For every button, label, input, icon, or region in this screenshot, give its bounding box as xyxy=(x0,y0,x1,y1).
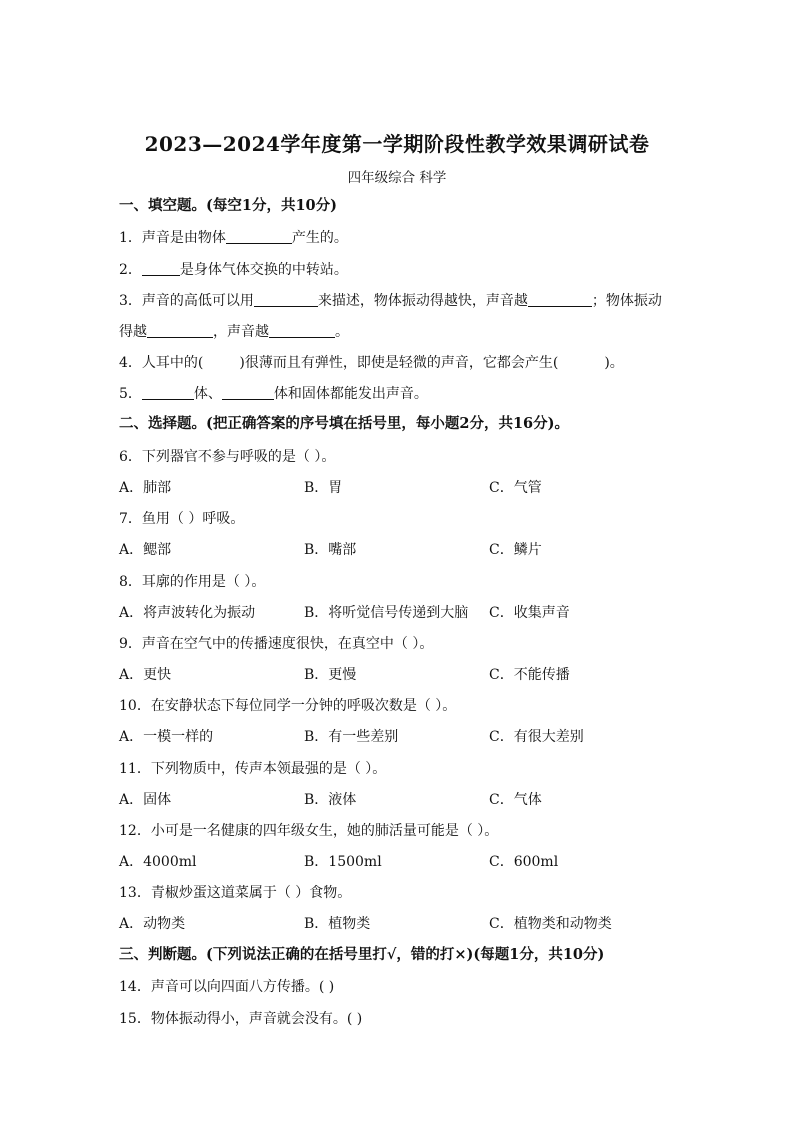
answer-option-a[interactable]: A．固体 xyxy=(119,792,172,808)
answer-option-b[interactable]: B．更慢 xyxy=(304,667,357,683)
question-3-cont xyxy=(119,323,679,341)
answer-option-b[interactable]: B．胃 xyxy=(304,480,343,496)
answer-option-a[interactable]: A．动物类 xyxy=(119,916,186,932)
question-3 xyxy=(119,292,679,310)
answer-blank[interactable] xyxy=(222,385,274,400)
question-5 xyxy=(119,385,679,403)
answer-blank[interactable] xyxy=(254,292,318,307)
question-stem: 6．下列器官不参与呼吸的是（ ）。 xyxy=(119,449,336,465)
answer-option-a[interactable]: A．一模一样的 xyxy=(119,729,214,745)
answer-option-a[interactable]: A．将声波转化为振动 xyxy=(119,605,256,621)
q4-text-a: 4．人耳中的( xyxy=(119,355,204,371)
section-3-heading: 三、判断题。(下列说法正确的在括号里打√，错的打×)(每题1分，共10分) xyxy=(119,946,605,963)
answer-option-c[interactable]: C．气管 xyxy=(489,480,542,496)
question-stem: 11．下列物质中，传声本领最强的是（ ）。 xyxy=(119,761,387,777)
answer-option-a[interactable]: A．鳃部 xyxy=(119,542,172,558)
answer-blank[interactable] xyxy=(226,229,292,244)
answer-option-c[interactable]: C．鳞片 xyxy=(489,542,542,558)
section-2-heading: 二、选择题。(把正确答案的序号填在括号里，每小题2分，共16分)。 xyxy=(119,415,569,432)
q5-text-c: 体和固体都能发出声音。 xyxy=(273,386,428,402)
answer-option-c[interactable]: C．收集声音 xyxy=(489,605,570,621)
answer-blank[interactable] xyxy=(142,261,180,276)
q2-text-b: 是身体气体交换的中转站。 xyxy=(179,262,348,278)
answer-blank[interactable] xyxy=(269,323,335,338)
answer-option-b[interactable]: B．有一些差别 xyxy=(304,729,399,745)
answer-option-b[interactable]: B．将听觉信号传递到大脑 xyxy=(304,605,469,621)
q3-text-c: ；物体振动 xyxy=(591,293,662,309)
answer-option-b[interactable]: B．1500ml xyxy=(304,854,382,870)
question-4 xyxy=(119,354,679,372)
answer-option-a[interactable]: A．4000ml xyxy=(119,854,197,870)
answer-blank[interactable] xyxy=(147,323,213,338)
answer-option-c[interactable]: C．600ml xyxy=(489,854,559,870)
answer-blank[interactable] xyxy=(142,385,194,400)
question-stem: 8．耳廓的作用是（ ）。 xyxy=(119,574,266,590)
question-stem: 7．鱼用（ ）呼吸。 xyxy=(119,511,245,527)
question-stem: 12．小可是一名健康的四年级女生，她的肺活量可能是（ ）。 xyxy=(119,823,499,839)
answer-option-b[interactable]: B．嘴部 xyxy=(304,542,357,558)
question-15: 15．物体振动得小，声音就会没有。( ) xyxy=(119,1011,363,1027)
answer-option-b[interactable]: B．植物类 xyxy=(304,916,371,932)
question-stem: 13．青椒炒蛋这道菜属于（ ）食物。 xyxy=(119,885,352,901)
exam-subtitle: 四年级综合 科学 xyxy=(347,170,447,186)
q1-text-b: 产生的。 xyxy=(291,230,348,246)
q3-text-b: 来描述，物体振动得越快，声音越 xyxy=(317,293,528,309)
q3-text-e: ，声音越 xyxy=(213,324,269,340)
answer-option-c[interactable]: C．气体 xyxy=(489,792,542,808)
answer-option-b[interactable]: B．液体 xyxy=(304,792,357,808)
q5-text-b: 体、 xyxy=(193,386,222,402)
answer-option-a[interactable]: A．更快 xyxy=(119,667,172,683)
question-2 xyxy=(119,261,679,279)
question-1 xyxy=(119,229,679,247)
answer-option-c[interactable]: C．有很大差别 xyxy=(489,729,584,745)
q3-text-f: 。 xyxy=(335,324,349,340)
question-stem: 9．声音在空气中的传播速度很快，在真空中（ ）。 xyxy=(119,636,434,652)
q4-text-c: )。 xyxy=(604,355,624,371)
exam-title: 2023—2024学年度第一学期阶段性教学效果调研试卷 xyxy=(144,132,650,156)
question-14: 14．声音可以向四面八方传播。( ) xyxy=(119,979,335,995)
q1-text-a: 1．声音是由物体 xyxy=(119,230,226,246)
section-1-heading: 一、填空题。(每空1分，共10分) xyxy=(119,197,337,214)
q4-text-b: )很薄而且有弹性，即使是轻微的声音，它都会产生( xyxy=(239,355,559,371)
q2-text-a: 2． xyxy=(119,262,142,278)
answer-option-c[interactable]: C．不能传播 xyxy=(489,667,570,683)
q5-text-a: 5． xyxy=(119,386,142,402)
answer-option-c[interactable]: C．植物类和动物类 xyxy=(489,916,612,932)
answer-blank[interactable] xyxy=(528,292,592,307)
answer-option-a[interactable]: A．肺部 xyxy=(119,480,172,496)
question-stem: 10．在安静状态下每位同学一分钟的呼吸次数是（ ）。 xyxy=(119,698,457,714)
q3-text-a: 3．声音的高低可以用 xyxy=(119,293,254,309)
q3-text-d: 得越 xyxy=(119,324,147,340)
